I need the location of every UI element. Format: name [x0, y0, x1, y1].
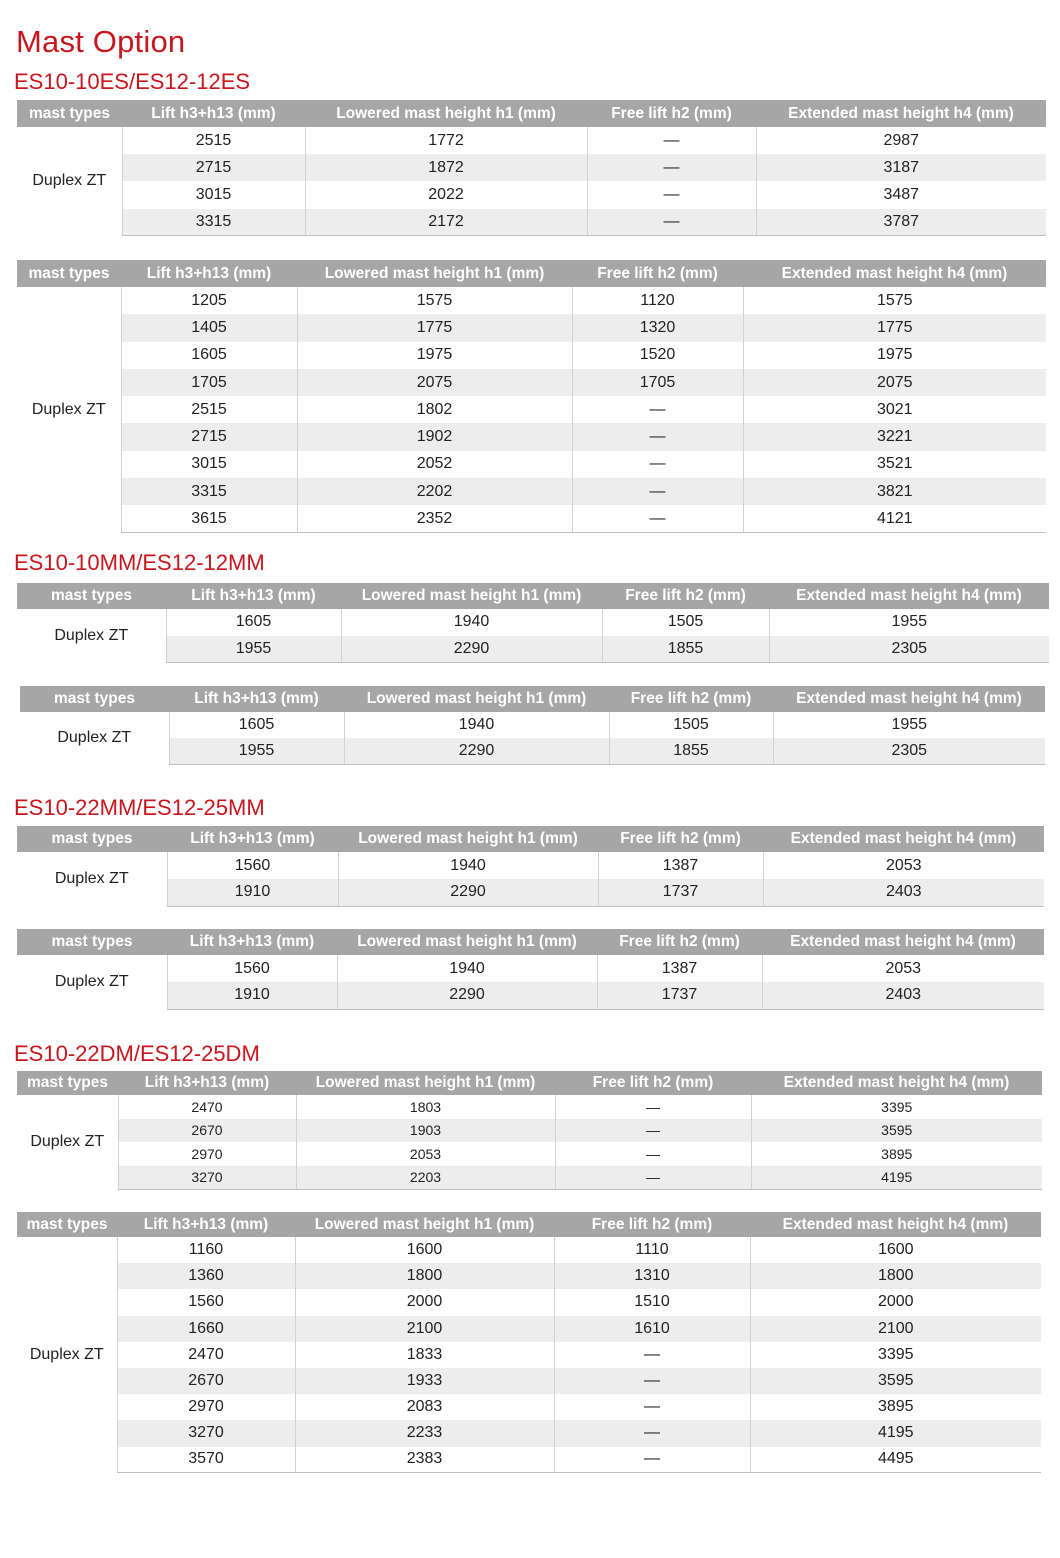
header-mast-types: mast types	[17, 826, 167, 852]
cell-lowered-height: 1903	[296, 1119, 555, 1143]
cell-mast-type: Duplex ZT	[17, 287, 121, 533]
cell-mast-type: Duplex ZT	[17, 955, 167, 1009]
cell-extended-height: 1775	[743, 314, 1046, 341]
cell-free-lift: 1705	[572, 369, 743, 396]
cell-lift: 1560	[167, 955, 337, 982]
cell-lowered-height: 2290	[341, 636, 602, 663]
section-title-es: ES10-10ES/ES12-12ES	[14, 69, 251, 94]
cell-extended-height: 2403	[763, 879, 1044, 906]
mast-table	[17, 1212, 1041, 1473]
cell-extended-height: 3521	[743, 451, 1046, 478]
header-lowered-height: Lowered mast height h1 (mm)	[344, 686, 609, 712]
mast-table	[17, 100, 1046, 236]
table-row	[17, 1368, 1041, 1394]
cell-lift: 1910	[167, 982, 337, 1009]
cell-lift: 2970	[117, 1394, 295, 1420]
cell-lowered-height: 2290	[338, 879, 598, 906]
cell-lowered-height: 1902	[297, 423, 572, 450]
cell-free-lift: —	[554, 1447, 750, 1473]
mast-table	[17, 260, 1046, 533]
cell-lift: 3270	[118, 1166, 296, 1190]
cell-extended-height: 2075	[743, 369, 1046, 396]
header-lift: Lift h3+h13 (mm)	[169, 686, 344, 712]
header-free-lift: Free lift h2 (mm)	[554, 1212, 750, 1237]
header-mast-types: mast types	[17, 929, 167, 955]
header-free-lift: Free lift h2 (mm)	[598, 826, 763, 852]
header-lift: Lift h3+h13 (mm)	[167, 826, 338, 852]
cell-lift: 2515	[121, 396, 297, 423]
cell-lowered-height: 2083	[295, 1394, 554, 1420]
mast-table	[17, 929, 1044, 1010]
table-row	[17, 1289, 1041, 1315]
table-row	[17, 478, 1046, 505]
cell-lift: 1560	[117, 1289, 295, 1315]
cell-lowered-height: 2383	[295, 1447, 554, 1473]
cell-lowered-height: 2290	[344, 738, 609, 764]
header-extended-height: Extended mast height h4 (mm)	[743, 260, 1046, 287]
header-lowered-height: Lowered mast height h1 (mm)	[337, 929, 597, 955]
table-row	[17, 1119, 1042, 1143]
cell-extended-height: 3895	[751, 1142, 1042, 1166]
cell-extended-height: 1955	[769, 609, 1049, 636]
cell-free-lift: —	[587, 181, 756, 208]
cell-lift: 3570	[117, 1447, 295, 1473]
cell-mast-type: Duplex ZT	[17, 609, 166, 662]
cell-lowered-height: 1940	[338, 852, 598, 879]
table-row	[17, 1420, 1041, 1446]
header-lowered-height: Lowered mast height h1 (mm)	[338, 826, 598, 852]
cell-mast-type: Duplex ZT	[17, 852, 167, 906]
cell-lift: 2470	[117, 1342, 295, 1368]
cell-lowered-height: 2290	[337, 982, 597, 1009]
cell-lowered-height: 1833	[295, 1342, 554, 1368]
header-extended-height: Extended mast height h4 (mm)	[756, 100, 1046, 127]
cell-extended-height: 3787	[756, 209, 1046, 236]
cell-lift: 3315	[122, 209, 305, 236]
section-title-mm: ES10-10MM/ES12-12MM	[14, 550, 265, 575]
table-row	[17, 314, 1046, 341]
cell-free-lift: 1855	[602, 636, 769, 663]
cell-free-lift: —	[554, 1342, 750, 1368]
cell-free-lift: 1510	[554, 1289, 750, 1315]
table-row	[17, 1166, 1042, 1190]
mast-table	[17, 1071, 1042, 1190]
cell-free-lift: —	[587, 127, 756, 154]
cell-lowered-height: 2202	[297, 478, 572, 505]
cell-lowered-height: 2022	[305, 181, 587, 208]
header-extended-height: Extended mast height h4 (mm)	[751, 1071, 1042, 1095]
table-row	[17, 1342, 1041, 1368]
cell-extended-height: 3595	[750, 1368, 1041, 1394]
cell-free-lift: —	[587, 154, 756, 181]
header-lift: Lift h3+h13 (mm)	[167, 929, 337, 955]
cell-free-lift: 1855	[609, 738, 773, 764]
header-mast-types: mast types	[17, 1212, 117, 1237]
header-lowered-height: Lowered mast height h1 (mm)	[297, 260, 572, 287]
cell-lift: 3270	[117, 1420, 295, 1446]
header-mast-types: mast types	[20, 686, 169, 712]
cell-lift: 1955	[169, 738, 344, 764]
cell-lift: 1910	[167, 879, 338, 906]
table-row	[17, 209, 1046, 236]
header-mast-types: mast types	[17, 1071, 118, 1095]
cell-extended-height: 2000	[750, 1289, 1041, 1315]
cell-free-lift: —	[555, 1119, 751, 1143]
cell-free-lift: —	[555, 1166, 751, 1190]
cell-free-lift: —	[555, 1095, 751, 1119]
header-free-lift: Free lift h2 (mm)	[572, 260, 743, 287]
table-row	[17, 1394, 1041, 1420]
table-row	[17, 1263, 1041, 1289]
cell-free-lift: 1737	[598, 879, 763, 906]
cell-extended-height: 3221	[743, 423, 1046, 450]
cell-free-lift: 1520	[572, 342, 743, 369]
table-row	[17, 287, 1046, 314]
header-lift: Lift h3+h13 (mm)	[118, 1071, 296, 1095]
cell-free-lift: 1310	[554, 1263, 750, 1289]
table-row	[17, 982, 1044, 1009]
cell-extended-height: 1955	[773, 712, 1045, 738]
cell-lift: 3315	[121, 478, 297, 505]
cell-free-lift: 1320	[572, 314, 743, 341]
cell-extended-height: 2100	[750, 1316, 1041, 1342]
cell-lift: 2715	[121, 423, 297, 450]
cell-lift: 2970	[118, 1142, 296, 1166]
cell-lowered-height: 1600	[295, 1237, 554, 1263]
cell-extended-height: 3487	[756, 181, 1046, 208]
table-row	[17, 852, 1044, 879]
cell-free-lift: —	[554, 1420, 750, 1446]
cell-free-lift: —	[554, 1394, 750, 1420]
cell-lift: 2670	[117, 1368, 295, 1394]
table-row	[17, 1316, 1041, 1342]
table-row	[17, 1095, 1042, 1119]
cell-free-lift: 1505	[609, 712, 773, 738]
cell-free-lift: 1610	[554, 1316, 750, 1342]
table-row	[20, 738, 1045, 764]
cell-mast-type: Duplex ZT	[17, 127, 122, 236]
table-row	[20, 712, 1045, 738]
cell-lift: 3615	[121, 505, 297, 532]
cell-extended-height: 3595	[751, 1119, 1042, 1143]
table-row	[17, 955, 1044, 982]
cell-free-lift: —	[572, 451, 743, 478]
cell-lowered-height: 2233	[295, 1420, 554, 1446]
cell-lowered-height: 2172	[305, 209, 587, 236]
cell-lift: 1660	[117, 1316, 295, 1342]
cell-mast-type: Duplex ZT	[17, 1095, 118, 1189]
header-lowered-height: Lowered mast height h1 (mm)	[305, 100, 587, 127]
cell-lowered-height: 1772	[305, 127, 587, 154]
cell-extended-height: 2053	[763, 852, 1044, 879]
cell-lift: 1160	[117, 1237, 295, 1263]
cell-extended-height: 2305	[773, 738, 1045, 764]
cell-extended-height: 1800	[750, 1263, 1041, 1289]
table-row	[17, 423, 1046, 450]
cell-lowered-height: 2100	[295, 1316, 554, 1342]
cell-extended-height: 3395	[751, 1095, 1042, 1119]
cell-lowered-height: 2052	[297, 451, 572, 478]
header-extended-height: Extended mast height h4 (mm)	[762, 929, 1044, 955]
cell-mast-type: Duplex ZT	[17, 1237, 117, 1473]
mast-table	[20, 686, 1045, 765]
cell-free-lift: 1737	[597, 982, 762, 1009]
cell-lift: 2470	[118, 1095, 296, 1119]
cell-lowered-height: 1940	[341, 609, 602, 636]
cell-lowered-height: 1940	[344, 712, 609, 738]
cell-lift: 1955	[166, 636, 341, 663]
cell-lowered-height: 1575	[297, 287, 572, 314]
cell-free-lift: —	[572, 396, 743, 423]
cell-lift: 1560	[167, 852, 338, 879]
cell-lowered-height: 1802	[297, 396, 572, 423]
section-title-22mm: ES10-22MM/ES12-25MM	[14, 795, 265, 820]
cell-extended-height: 4495	[750, 1447, 1041, 1473]
cell-extended-height: 2053	[762, 955, 1044, 982]
cell-extended-height: 1575	[743, 287, 1046, 314]
cell-lowered-height: 1800	[295, 1263, 554, 1289]
cell-free-lift: —	[555, 1142, 751, 1166]
cell-extended-height: 4195	[750, 1420, 1041, 1446]
table-row	[17, 154, 1046, 181]
cell-free-lift: 1387	[598, 852, 763, 879]
table-row	[17, 1142, 1042, 1166]
header-lowered-height: Lowered mast height h1 (mm)	[295, 1212, 554, 1237]
cell-lift: 2515	[122, 127, 305, 154]
cell-lowered-height: 1803	[296, 1095, 555, 1119]
table-row	[17, 879, 1044, 906]
cell-extended-height: 3395	[750, 1342, 1041, 1368]
cell-extended-height: 2987	[756, 127, 1046, 154]
header-free-lift: Free lift h2 (mm)	[609, 686, 773, 712]
cell-lift: 3015	[122, 181, 305, 208]
header-mast-types: mast types	[17, 100, 122, 127]
cell-extended-height: 3895	[750, 1394, 1041, 1420]
mast-table	[17, 583, 1049, 663]
header-extended-height: Extended mast height h4 (mm)	[773, 686, 1045, 712]
cell-free-lift: —	[572, 423, 743, 450]
header-lift: Lift h3+h13 (mm)	[121, 260, 297, 287]
table-row	[17, 127, 1046, 154]
cell-free-lift: —	[587, 209, 756, 236]
table-row	[17, 451, 1046, 478]
cell-lowered-height: 2075	[297, 369, 572, 396]
cell-extended-height: 3821	[743, 478, 1046, 505]
section-title-22dm: ES10-22DM/ES12-25DM	[14, 1041, 260, 1066]
cell-extended-height: 2305	[769, 636, 1049, 663]
header-lift: Lift h3+h13 (mm)	[122, 100, 305, 127]
table-row	[17, 636, 1049, 663]
table-row	[17, 505, 1046, 532]
cell-mast-type: Duplex ZT	[20, 712, 169, 764]
header-mast-types: mast types	[17, 260, 121, 287]
cell-extended-height: 4195	[751, 1166, 1042, 1190]
header-free-lift: Free lift h2 (mm)	[602, 583, 769, 609]
table-row	[17, 342, 1046, 369]
cell-extended-height: 4121	[743, 505, 1046, 532]
cell-free-lift: 1505	[602, 609, 769, 636]
cell-extended-height: 1600	[750, 1237, 1041, 1263]
cell-lowered-height: 2352	[297, 505, 572, 532]
cell-lift: 1605	[166, 609, 341, 636]
header-extended-height: Extended mast height h4 (mm)	[769, 583, 1049, 609]
cell-lift: 1605	[121, 342, 297, 369]
header-lowered-height: Lowered mast height h1 (mm)	[296, 1071, 555, 1095]
cell-lowered-height: 1872	[305, 154, 587, 181]
header-extended-height: Extended mast height h4 (mm)	[763, 826, 1044, 852]
cell-lift: 1705	[121, 369, 297, 396]
header-lift: Lift h3+h13 (mm)	[166, 583, 341, 609]
cell-lowered-height: 1775	[297, 314, 572, 341]
cell-free-lift: —	[572, 478, 743, 505]
cell-extended-height: 1975	[743, 342, 1046, 369]
table-row	[17, 181, 1046, 208]
cell-lowered-height: 2203	[296, 1166, 555, 1190]
table-row	[17, 609, 1049, 636]
header-free-lift: Free lift h2 (mm)	[587, 100, 756, 127]
header-free-lift: Free lift h2 (mm)	[555, 1071, 751, 1095]
cell-lift: 2715	[122, 154, 305, 181]
table-row	[17, 1237, 1041, 1263]
table-row	[17, 1447, 1041, 1473]
cell-extended-height: 3021	[743, 396, 1046, 423]
cell-lowered-height: 1933	[295, 1368, 554, 1394]
cell-free-lift: —	[554, 1368, 750, 1394]
cell-free-lift: 1110	[554, 1237, 750, 1263]
header-lowered-height: Lowered mast height h1 (mm)	[341, 583, 602, 609]
cell-lowered-height: 1975	[297, 342, 572, 369]
cell-lift: 2670	[118, 1119, 296, 1143]
page-title: Mast Option	[16, 24, 186, 59]
cell-lowered-height: 1940	[337, 955, 597, 982]
header-free-lift: Free lift h2 (mm)	[597, 929, 762, 955]
cell-lowered-height: 2053	[296, 1142, 555, 1166]
cell-free-lift: —	[572, 505, 743, 532]
table-row	[17, 396, 1046, 423]
cell-lift: 1360	[117, 1263, 295, 1289]
cell-lowered-height: 2000	[295, 1289, 554, 1315]
header-extended-height: Extended mast height h4 (mm)	[750, 1212, 1041, 1237]
table-row	[17, 369, 1046, 396]
cell-lift: 1205	[121, 287, 297, 314]
header-lift: Lift h3+h13 (mm)	[117, 1212, 295, 1237]
cell-extended-height: 2403	[762, 982, 1044, 1009]
cell-extended-height: 3187	[756, 154, 1046, 181]
mast-table	[17, 826, 1044, 907]
cell-lift: 1405	[121, 314, 297, 341]
cell-free-lift: 1387	[597, 955, 762, 982]
header-mast-types: mast types	[17, 583, 166, 609]
cell-free-lift: 1120	[572, 287, 743, 314]
cell-lift: 3015	[121, 451, 297, 478]
cell-lift: 1605	[169, 712, 344, 738]
